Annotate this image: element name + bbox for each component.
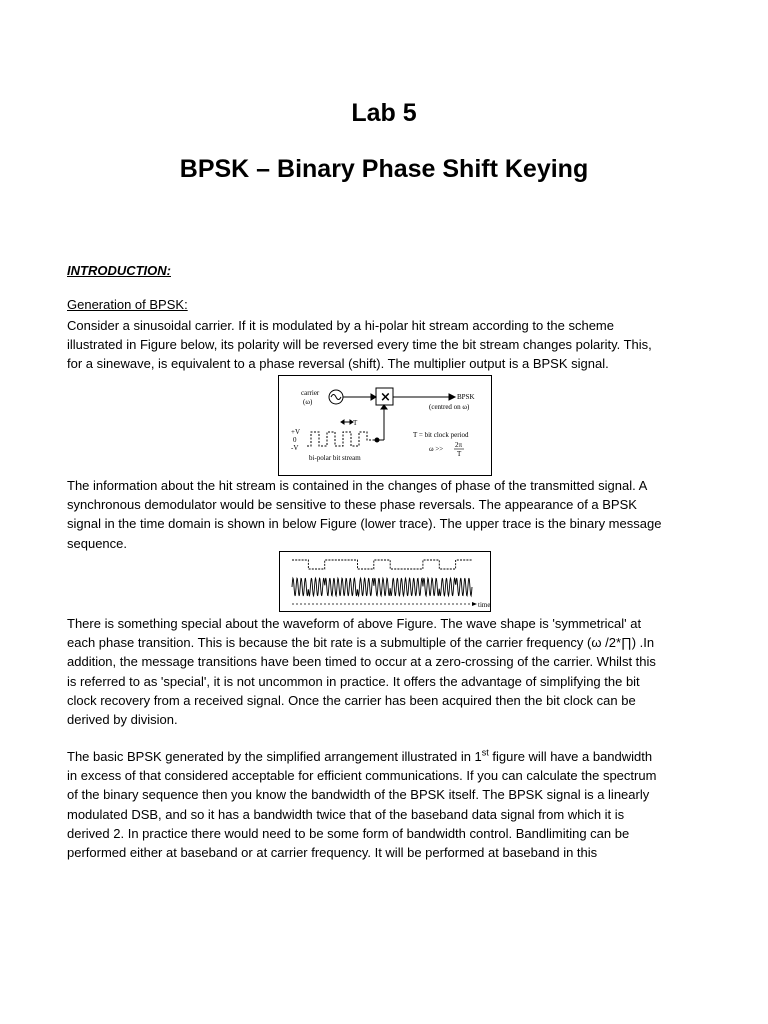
carrier-label: carrier xyxy=(301,389,320,397)
period-label: T xyxy=(353,419,358,427)
paragraph-special xyxy=(67,614,707,729)
text-line: clock recovery from a received signal. Once the carrier has been acquired then the bit clock can be xyxy=(67,692,636,708)
block-diagram xyxy=(279,376,491,475)
text-line: The information about the hit stream is contained in the changes of phase of the transmitted signal. A xyxy=(67,478,648,493)
fraction-numerator: 2π xyxy=(455,441,463,449)
text-line xyxy=(67,747,707,766)
bpsk-waveform-figure xyxy=(279,551,491,612)
paragraph-generation xyxy=(67,316,707,374)
plus-v-label: +V xyxy=(291,428,301,436)
time-label: time xyxy=(478,601,490,609)
output-note: (centred on ω) xyxy=(429,403,470,411)
bitstream-label: bi-polar bit stream xyxy=(309,454,361,462)
text-line: performed either at baseband or at carrier frequency. It will be performed at baseband in this xyxy=(67,845,598,861)
fraction-denominator: T xyxy=(457,450,462,458)
waveform-plot xyxy=(280,552,490,611)
message-trace xyxy=(292,560,472,569)
text-line: modulated DSB, and so it has a bandwidth twice that of the baseband data signal from which it is xyxy=(67,806,625,822)
text-line: There is something special about the waveform of above Figure. The wave shape is 'symmetrical' at xyxy=(67,616,642,631)
text-line: illustrated in Figure below, its polarity will be reversed every time the bit stream changes polarity. This, xyxy=(67,337,652,353)
text-line: of the binary sequence then you know the bandwidth of the BPSK itself. The BPSK signal is a linearly xyxy=(67,787,650,803)
text-line: in excess of that considered acceptable for efficient communications. If you can calculate the spectrum xyxy=(67,768,657,784)
omega-relation: ω >> xyxy=(429,445,444,453)
sine-icon xyxy=(331,395,341,400)
multiplier-symbol: × xyxy=(380,390,391,405)
paragraph-bandwidth xyxy=(67,747,707,862)
bpsk-trace xyxy=(292,578,472,596)
text-line: sequence. xyxy=(67,535,127,551)
time-arrow xyxy=(472,602,477,606)
text-line: signal in the time domain is shown in below Figure (lower trace). The upper trace is the binary message xyxy=(67,516,662,532)
text-fragment: The basic BPSK generated by the simplified arrangement illustrated in 1 xyxy=(67,749,482,764)
text-line: is referred to as 'special', it is not uncommon in practice. It offers the advantage of simplifying the bit xyxy=(67,673,640,689)
paragraph-information xyxy=(67,476,707,553)
text-line: derived 2. In practice there would need to be some form of bandwidth control. Bandlimiting can be xyxy=(67,825,630,841)
lab-title: Lab 5 xyxy=(351,99,417,127)
bpsk-generator-figure xyxy=(278,375,492,476)
generation-subheading: Generation of BPSK: xyxy=(67,297,188,312)
text-line: derived by division. xyxy=(67,712,178,728)
text-fragment: figure will have a bandwidth xyxy=(488,749,653,764)
bpsk-output-label: BPSK xyxy=(457,393,475,401)
introduction-heading: INTRODUCTION: xyxy=(67,263,171,278)
period-definition: T = bit clock period xyxy=(413,431,469,439)
text-line: addition, the message transitions have been timed to occur at a zero-crossing of the carrier. Whilst this xyxy=(67,654,656,670)
text-line: synchronous demodulator would be sensitive to these phase reversals. The appearance of a BPSK xyxy=(67,497,637,513)
text-line: Consider a sinusoidal carrier. If it is modulated by a hi-polar hit stream according to the scheme xyxy=(67,318,614,333)
zero-label: 0 xyxy=(293,436,297,444)
lab-subtitle: BPSK – Binary Phase Shift Keying xyxy=(179,155,589,183)
minus-v-label: -V xyxy=(291,444,299,452)
omega-label: (ω) xyxy=(303,398,313,406)
text-line: each phase transition. This is because the bit rate is a submultiple of the carrier frequency (ω /2*∏) .In xyxy=(67,635,655,651)
text-line: for a sinewave, is equivalent to a phase reversal (shift). The multiplier output is a BPSK signal. xyxy=(67,356,609,372)
superscript: st xyxy=(481,747,489,758)
